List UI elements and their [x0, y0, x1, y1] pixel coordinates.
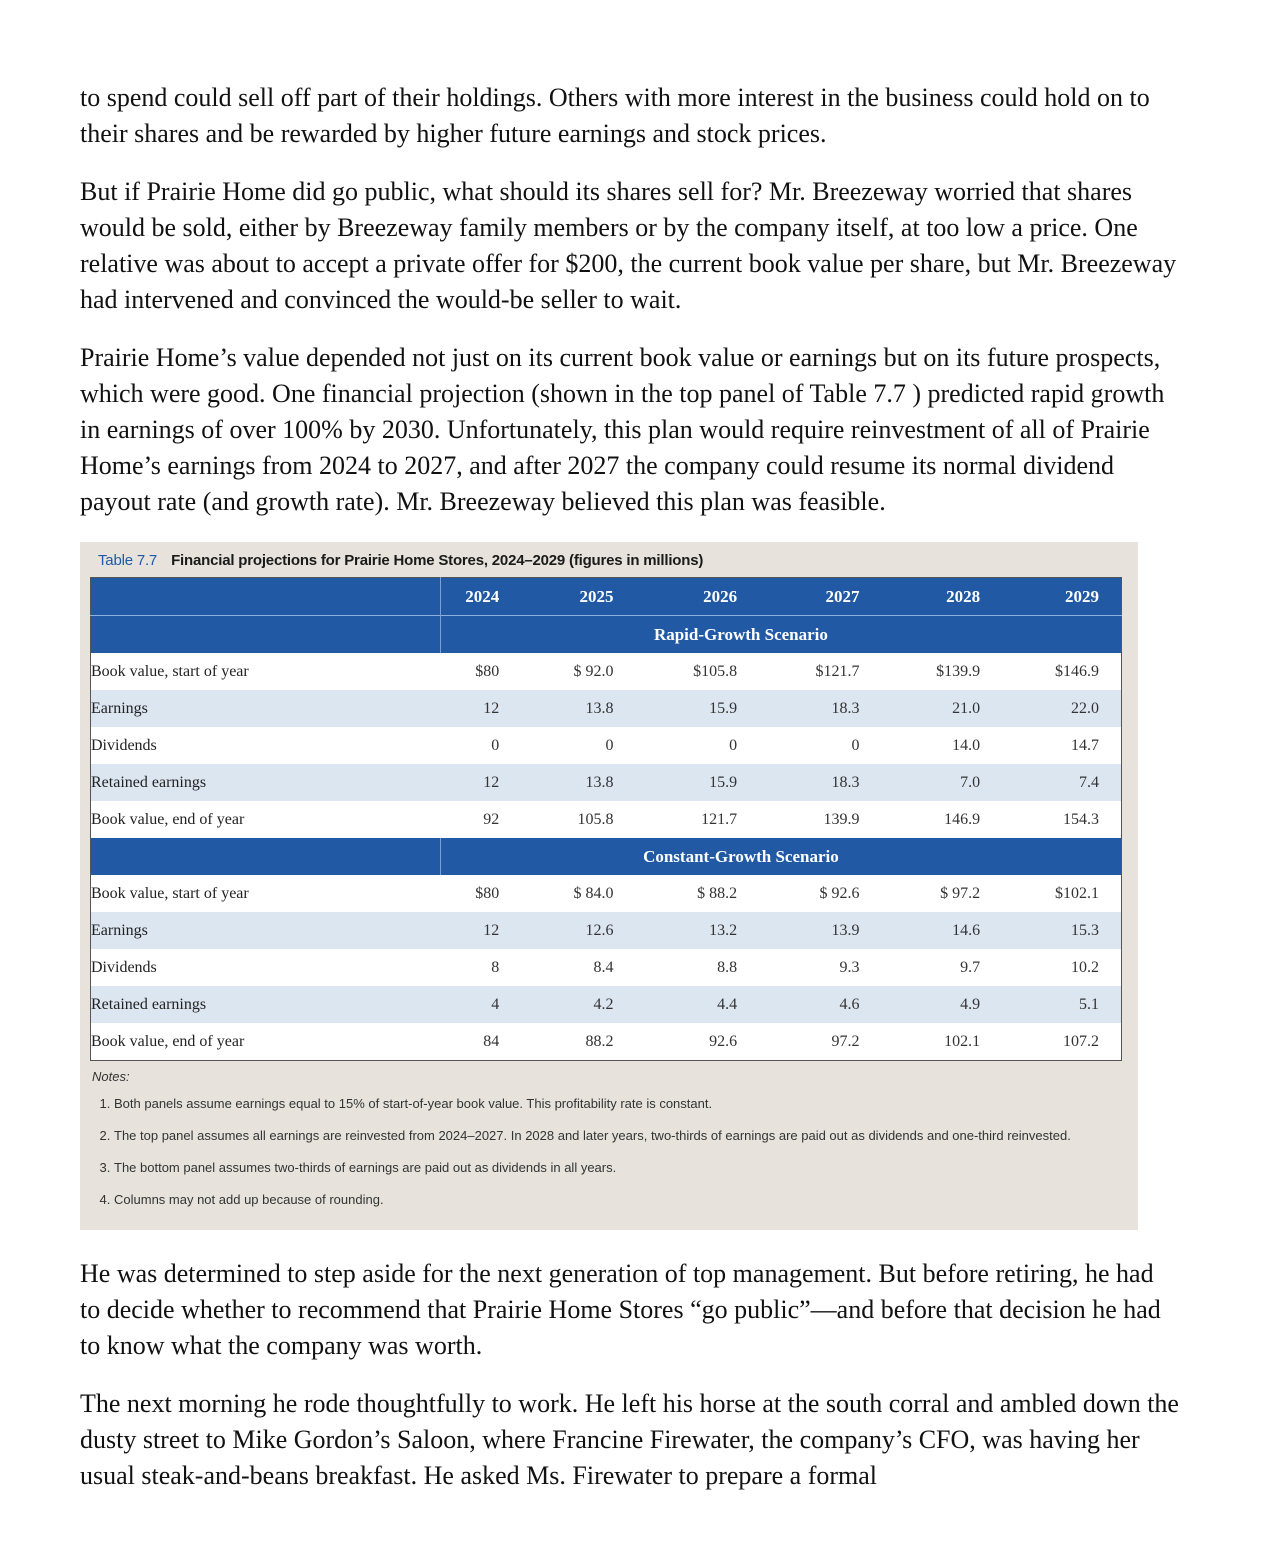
row-label: Dividends	[91, 958, 157, 976]
table-cell: 21.0	[871, 690, 1004, 727]
table-cell: 97.2	[831, 1032, 860, 1050]
year-header-row	[91, 578, 1122, 616]
scenario-blank	[91, 838, 441, 875]
table-cell: 10.2	[1071, 958, 1099, 976]
table-row	[91, 949, 1122, 986]
table-cell: 0	[729, 736, 738, 754]
table-cell: $139.9	[936, 662, 981, 680]
table-cell: 14.7	[1071, 736, 1099, 754]
table-cell: $ 92.6	[819, 884, 860, 902]
scenario-title: Rapid-Growth Scenario	[440, 616, 1121, 654]
table-cell: 13.9	[755, 912, 871, 949]
table-cell: 88.2	[585, 1032, 614, 1050]
scenario-blank	[91, 616, 441, 654]
table-cell: 4	[440, 986, 509, 1023]
table-cell: 12	[440, 764, 509, 801]
scenario-header-row	[91, 616, 1122, 654]
table-title: Financial projections for Prairie Home Stores, 2024–2029 (figures in millions)	[171, 552, 704, 569]
table-cell: 92	[483, 810, 500, 828]
table-cell: 18.3	[755, 690, 871, 727]
financial-projections-table	[90, 577, 1122, 1061]
table-cell: 12.6	[509, 912, 625, 949]
table-row	[91, 690, 1122, 727]
table-cell: 9.7	[960, 958, 981, 976]
table-cell: 14.6	[871, 912, 1004, 949]
table-cell: 15.9	[626, 690, 756, 727]
table-cell: 18.3	[755, 764, 871, 801]
paragraph: Prairie Home’s value depended not just on its current book value or earnings but on its future prospects, which were good. One financial projection (shown in the top panel of Table 7.7 ) predicted rapid growth in earnings of over 100% by 2030. Unfortunately, this plan would require reinvestment of all of Prairie Home’s earnings from 2024 to 2027, and after 2027 the company could resume its normal dividend payout rate (and growth rate). Mr. Breezeway believed this plan was feasible.	[80, 343, 1165, 516]
notes-label: Notes:	[92, 1069, 130, 1084]
note-item: 4. Columns may not add up because of rounding.	[114, 1188, 1120, 1212]
notes-list	[92, 1092, 1120, 1212]
table-cell: $ 84.0	[573, 884, 614, 902]
note-item: 2. The top panel assumes all earnings are reinvested from 2024–2027. In 2028 and later years, two-thirds of earnings are paid out as dividends and one-third reinvested.	[114, 1124, 1120, 1148]
table-cell: 13.2	[626, 912, 756, 949]
table-cell: $80	[475, 662, 500, 680]
row-label: Book value, start of year	[91, 884, 249, 902]
year-header: 2025	[579, 586, 614, 606]
table-cell: 12	[440, 690, 509, 727]
table-cell: 8.4	[593, 958, 614, 976]
table-row	[91, 801, 1122, 838]
table-cell: 8.8	[717, 958, 738, 976]
row-label: Book value, end of year	[91, 810, 245, 828]
row-label: Retained earnings	[91, 986, 441, 1023]
table-row	[91, 764, 1122, 801]
table-cell: $80	[475, 884, 500, 902]
year-header: 2029	[1065, 586, 1099, 606]
paragraph: He was determined to step aside for the next generation of top management. But before retiring, he had to decide whether to recommend that Prairie Home Stores “go public”—and before that decision he had to know what the company was worth.	[80, 1259, 1161, 1360]
table-notes	[80, 1061, 1138, 1224]
table-cell: $ 92.0	[573, 662, 614, 680]
table-row	[91, 875, 1122, 912]
table-row	[91, 912, 1122, 949]
table-cell: 146.9	[944, 810, 981, 828]
table-cell: 4.9	[871, 986, 1004, 1023]
table-cell: $105.8	[693, 662, 738, 680]
table-cell: 4.2	[509, 986, 625, 1023]
table-row	[91, 653, 1122, 690]
year-header: 2027	[825, 586, 860, 606]
year-header: 2024	[465, 586, 500, 606]
scenario-header-row	[91, 838, 1122, 875]
table-cell: 0	[851, 736, 860, 754]
paragraph: But if Prairie Home did go public, what should its shares sell for? Mr. Breezeway worried that shares would be sold, either by Breezeway family members or by the company itself, at too low a price. One relative was about to accept a private offer for $200, the current book value per share, but Mr. Breezeway had intervened and convinced the would-be seller to wait.	[80, 177, 1177, 314]
header-blank	[91, 578, 441, 616]
table-cell: 9.3	[839, 958, 860, 976]
table-number: Table 7.7	[98, 552, 158, 569]
page-body	[80, 80, 1180, 1516]
table-cell: 107.2	[1063, 1032, 1099, 1050]
row-label: Dividends	[91, 736, 157, 754]
table-cell: $102.1	[1055, 884, 1099, 902]
paragraph: The next morning he rode thoughtfully to work. He left his horse at the south corral and ambled down the dusty street to Mike Gordon’s Saloon, where Francine Firewater, the company’s CFO, was having her usual steak-and-beans breakfast. He asked Ms. Firewater to prepare a formal	[80, 1389, 1179, 1490]
table-cell: 13.8	[509, 764, 625, 801]
table-cell: 4.4	[626, 986, 756, 1023]
paragraph: to spend could sell off part of their holdings. Others with more interest in the business could hold on to their shares and be rewarded by higher future earnings and stock prices.	[80, 83, 1150, 148]
table-cell: 15.9	[626, 764, 756, 801]
row-label: Earnings	[91, 912, 441, 949]
row-label: Retained earnings	[91, 764, 441, 801]
table-cell: 14.0	[952, 736, 981, 754]
table-row	[91, 1023, 1122, 1061]
table-cell: 139.9	[823, 810, 860, 828]
table-cell: 121.7	[701, 810, 738, 828]
table-cell: $121.7	[815, 662, 860, 680]
year-header: 2028	[946, 586, 981, 606]
table-cell: 154.3	[1063, 810, 1099, 828]
table-cell: 4.6	[755, 986, 871, 1023]
table-cell: 15.3	[1004, 912, 1121, 949]
table-figure	[80, 542, 1138, 1230]
table-cell: 13.8	[509, 690, 625, 727]
table-cell: 8	[491, 958, 500, 976]
table-row	[91, 727, 1122, 764]
row-label: Book value, end of year	[91, 1032, 245, 1050]
table-cell: 22.0	[1004, 690, 1121, 727]
scenario-title: Constant-Growth Scenario	[440, 838, 1121, 875]
row-label: Book value, start of year	[91, 662, 249, 680]
table-cell: 84	[483, 1032, 500, 1050]
table-cell: 12	[440, 912, 509, 949]
note-item: 1. Both panels assume earnings equal to 15% of start-of-year book value. This profitability rate is constant.	[114, 1092, 1120, 1116]
table-cell: 0	[491, 736, 500, 754]
table-cell: 102.1	[944, 1032, 981, 1050]
table-cell: 7.4	[1004, 764, 1121, 801]
table-cell: 5.1	[1004, 986, 1121, 1023]
table-caption	[80, 548, 1138, 577]
table-cell: $ 88.2	[697, 884, 738, 902]
table-cell: 0	[605, 736, 614, 754]
table-cell: $ 97.2	[940, 884, 981, 902]
row-label: Earnings	[91, 690, 441, 727]
note-item: 3. The bottom panel assumes two-thirds of earnings are paid out as dividends in all years.	[114, 1156, 1120, 1180]
table-row	[91, 986, 1122, 1023]
table-cell: 105.8	[577, 810, 614, 828]
table-cell: 92.6	[709, 1032, 738, 1050]
table-cell: $146.9	[1055, 662, 1099, 680]
year-header: 2026	[703, 586, 738, 606]
table-cell: 7.0	[871, 764, 1004, 801]
